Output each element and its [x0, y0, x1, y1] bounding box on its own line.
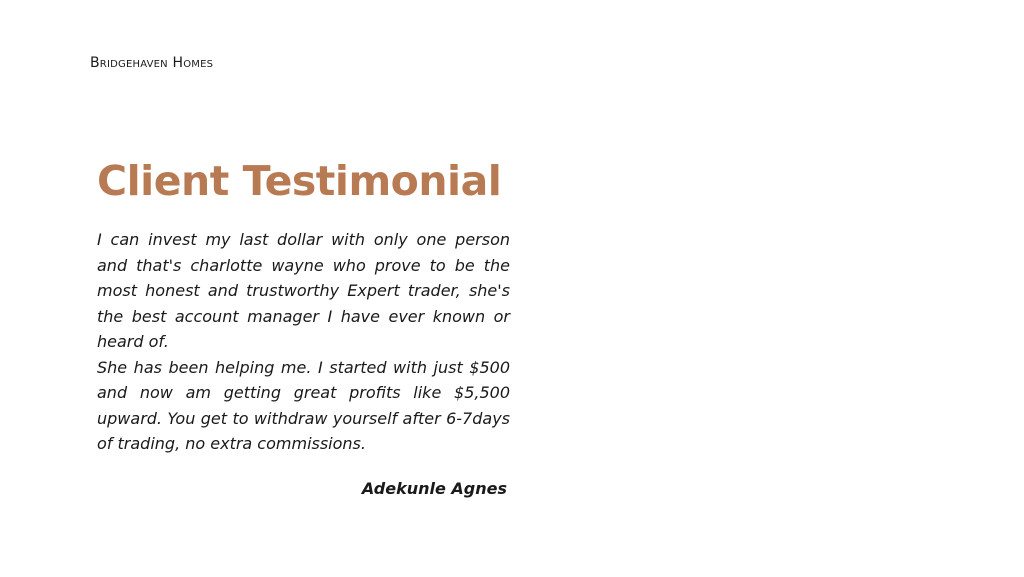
page-title: Client Testimonial — [97, 157, 502, 205]
testimonial-author: Adekunle Agnes — [361, 479, 507, 498]
brand-name: Bridgehaven Homes — [90, 55, 214, 71]
testimonial-body — [97, 227, 510, 457]
testimonial-paragraph: She has been helping me. I started with just $500 and now am getting great profits like $5,500 upward. You get to withdraw yourself after 6-7days of trading, no extra commissions. — [97, 357, 510, 453]
testimonial-paragraph: I can invest my last dollar with only one person and that's charlotte wayne who prove to be the most honest and trustworthy Expert trader, she's the best account manager I have ever known or heard of. — [97, 230, 510, 351]
